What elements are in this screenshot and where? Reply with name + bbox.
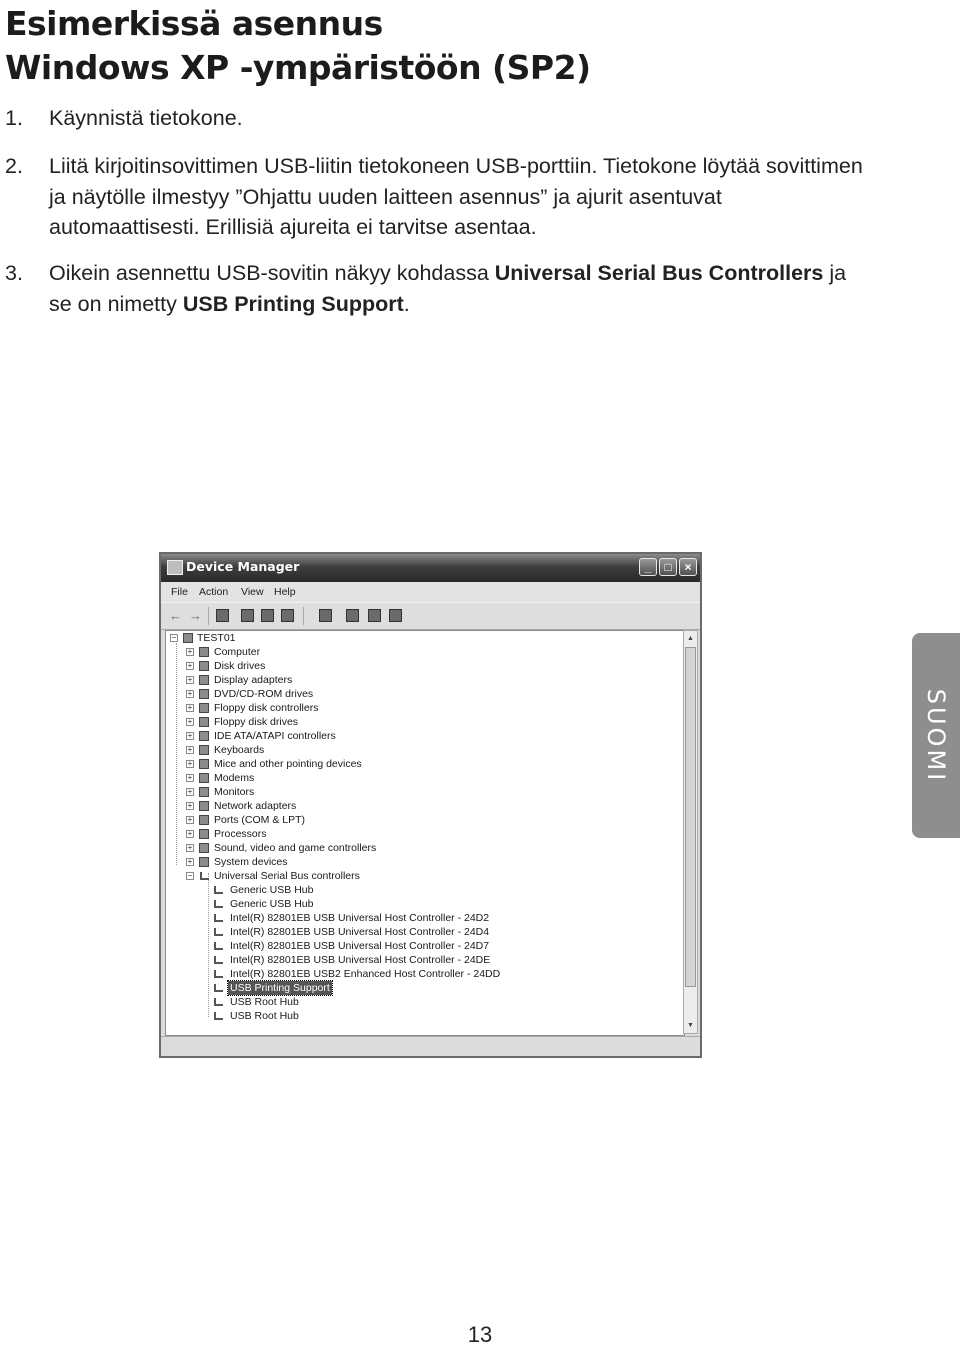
floppy-controller-icon [199, 703, 209, 713]
menu-action[interactable]: Action [199, 586, 229, 598]
menu-view[interactable]: View [241, 586, 264, 598]
usb-printing-support-term: USB Printing Support [182, 291, 404, 316]
usb-icon [200, 872, 209, 880]
usb-icon [214, 914, 223, 922]
heading-line-1: Esimerkissä asennus [5, 4, 383, 43]
collapse-box[interactable]: − [171, 633, 177, 642]
menu-bar [161, 582, 700, 602]
expand-box[interactable]: + [187, 731, 193, 740]
tree-label: Disk drives [214, 660, 266, 672]
usb-icon [214, 984, 223, 992]
step-number: 1. [5, 106, 23, 130]
tree-guide-line [208, 873, 209, 1017]
processor-icon [199, 829, 209, 839]
expand-box[interactable]: + [187, 815, 193, 824]
expand-box[interactable]: + [187, 703, 193, 712]
step-text-part: . [403, 291, 410, 316]
step-text-part: ja se on nimetty [49, 261, 847, 316]
tree-label: Intel(R) 82801EB USB Universal Host Controller - 24DE [230, 954, 491, 966]
disable-device-icon[interactable] [389, 609, 402, 622]
page-number: 13 [467, 1322, 493, 1347]
tree-label: Sound, video and game controllers [214, 842, 377, 854]
tree-label: Monitors [214, 786, 255, 798]
toolbar-separator [208, 607, 209, 625]
usb-icon [214, 928, 223, 936]
system-device-icon [199, 857, 209, 867]
update-driver-icon[interactable] [346, 609, 359, 622]
scroll-down-icon[interactable]: ▼ [687, 1022, 694, 1029]
expand-box[interactable]: + [187, 745, 193, 754]
usb-icon [214, 970, 223, 978]
expand-box[interactable]: + [187, 647, 193, 656]
usb-icon [214, 900, 223, 908]
tree-label: System devices [214, 856, 288, 868]
printer-icon[interactable] [261, 609, 274, 622]
port-icon [199, 815, 209, 825]
window-titlebar[interactable] [161, 554, 700, 582]
device-manager-icon [167, 560, 183, 575]
heading-line-2: Windows XP -ympäristöön (SP2) [5, 48, 591, 87]
tree-label: IDE ATA/ATAPI controllers [214, 730, 336, 742]
tree-label: Generic USB Hub [230, 898, 314, 910]
tree-label: DVD/CD-ROM drives [214, 688, 314, 700]
vertical-scrollbar[interactable] [683, 630, 698, 1034]
tree-label: Intel(R) 82801EB USB Universal Host Controller - 24D4 [230, 926, 490, 938]
tree-label: Mice and other pointing devices [214, 758, 362, 770]
tree-label: Generic USB Hub [230, 884, 314, 896]
tree-label: USB Root Hub [230, 996, 299, 1008]
step-3 [5, 258, 865, 319]
computer-icon [183, 633, 193, 643]
menu-help[interactable]: Help [274, 586, 296, 598]
usb-icon [214, 886, 223, 894]
toolbar [161, 602, 700, 630]
network-adapter-icon [199, 801, 209, 811]
usb-controllers-term: Universal Serial Bus Controllers [494, 261, 824, 285]
menu-file[interactable]: File [171, 586, 188, 598]
expand-box[interactable]: + [187, 801, 193, 810]
help-icon[interactable] [281, 609, 294, 622]
page-heading [5, 2, 591, 90]
tree-label: Ports (COM & LPT) [214, 814, 306, 826]
scroll-up-icon[interactable]: ▲ [687, 635, 694, 642]
tree-label: Intel(R) 82801EB USB Universal Host Controller - 24D2 [230, 912, 490, 924]
ide-controller-icon [199, 731, 209, 741]
display-adapter-icon [199, 675, 209, 685]
language-label: SUOMI [922, 688, 950, 783]
tree-label: Universal Serial Bus controllers [214, 870, 360, 882]
expand-box[interactable]: + [187, 717, 193, 726]
step-2 [5, 151, 865, 243]
expand-box[interactable]: + [187, 689, 193, 698]
scan-hardware-icon[interactable] [319, 609, 332, 622]
expand-box[interactable]: + [187, 675, 193, 684]
tree-label: Intel(R) 82801EB USB2 Enhanced Host Controller - 24DD [230, 968, 501, 980]
window-title: Device Manager [186, 559, 300, 574]
tree-label: Keyboards [214, 744, 265, 756]
collapse-box[interactable]: − [187, 871, 193, 880]
tree-label: Computer [214, 646, 261, 658]
tree-guide-line [176, 643, 177, 865]
dvd-drive-icon [199, 689, 209, 699]
expand-box[interactable]: + [187, 843, 193, 852]
usb-icon [214, 1012, 223, 1020]
status-bar [161, 1036, 700, 1057]
step-number: 2. [5, 154, 23, 178]
tree-label: Display adapters [214, 674, 293, 686]
floppy-drive-icon [199, 717, 209, 727]
tree-label: Modems [214, 772, 255, 784]
tree-label: TEST01 [197, 632, 236, 644]
expand-box[interactable]: + [187, 787, 193, 796]
step-text [49, 258, 865, 319]
usb-icon [214, 998, 223, 1006]
modem-icon [199, 773, 209, 783]
monitor-icon [199, 787, 209, 797]
expand-box[interactable]: + [187, 661, 193, 670]
show-hide-tree-icon[interactable] [216, 609, 229, 622]
step-text: Liitä kirjoitinsovittimen USB-liitin tietokoneen USB-porttiin. Tietokone löytää sovittimen ja näytölle ilmestyy ”Ohjattu uuden laitteen asennus” ja ajurit asentuvat automaattisesti. Erillisiä ajureita ei tarvitse asentaa. [49, 154, 863, 239]
tree-label: Floppy disk controllers [214, 702, 319, 714]
step-number: 3. [5, 261, 23, 285]
disk-drive-icon [199, 661, 209, 671]
tree-label: USB Root Hub [230, 1010, 299, 1022]
expand-box[interactable]: + [187, 829, 193, 838]
tree-label: Intel(R) 82801EB USB Universal Host Controller - 24D7 [230, 940, 490, 952]
properties-icon[interactable] [241, 609, 254, 622]
expand-box[interactable]: + [187, 773, 193, 782]
back-arrow-icon[interactable]: ← [169, 608, 182, 623]
keyboard-icon [199, 745, 209, 755]
usb-icon [214, 942, 223, 950]
usb-icon [214, 956, 223, 964]
uninstall-icon[interactable] [368, 609, 381, 622]
forward-arrow-icon[interactable]: → [189, 608, 202, 623]
toolbar-separator [303, 607, 304, 625]
mouse-icon [199, 759, 209, 769]
maximize-button[interactable]: □ [659, 558, 677, 576]
expand-box[interactable]: + [187, 759, 193, 768]
step-1 [5, 103, 865, 134]
device-manager-screenshot [159, 552, 702, 1058]
computer-icon [199, 647, 209, 657]
close-button[interactable]: × [679, 558, 697, 576]
tree-label: Processors [214, 828, 267, 840]
language-side-tab [912, 633, 960, 838]
device-tree [165, 630, 685, 1036]
expand-box[interactable]: + [187, 857, 193, 866]
scroll-thumb[interactable] [685, 647, 696, 987]
tree-label: Network adapters [214, 800, 297, 812]
tree-label: Floppy disk drives [214, 716, 299, 728]
step-text-part: Oikein asennettu USB-sovitin näkyy kohdassa [49, 261, 495, 285]
step-text: Käynnistä tietokone. [49, 106, 243, 130]
minimize-button[interactable]: _ [639, 558, 657, 576]
tree-label-selected: USB Printing Support [230, 982, 330, 994]
sound-icon [199, 843, 209, 853]
